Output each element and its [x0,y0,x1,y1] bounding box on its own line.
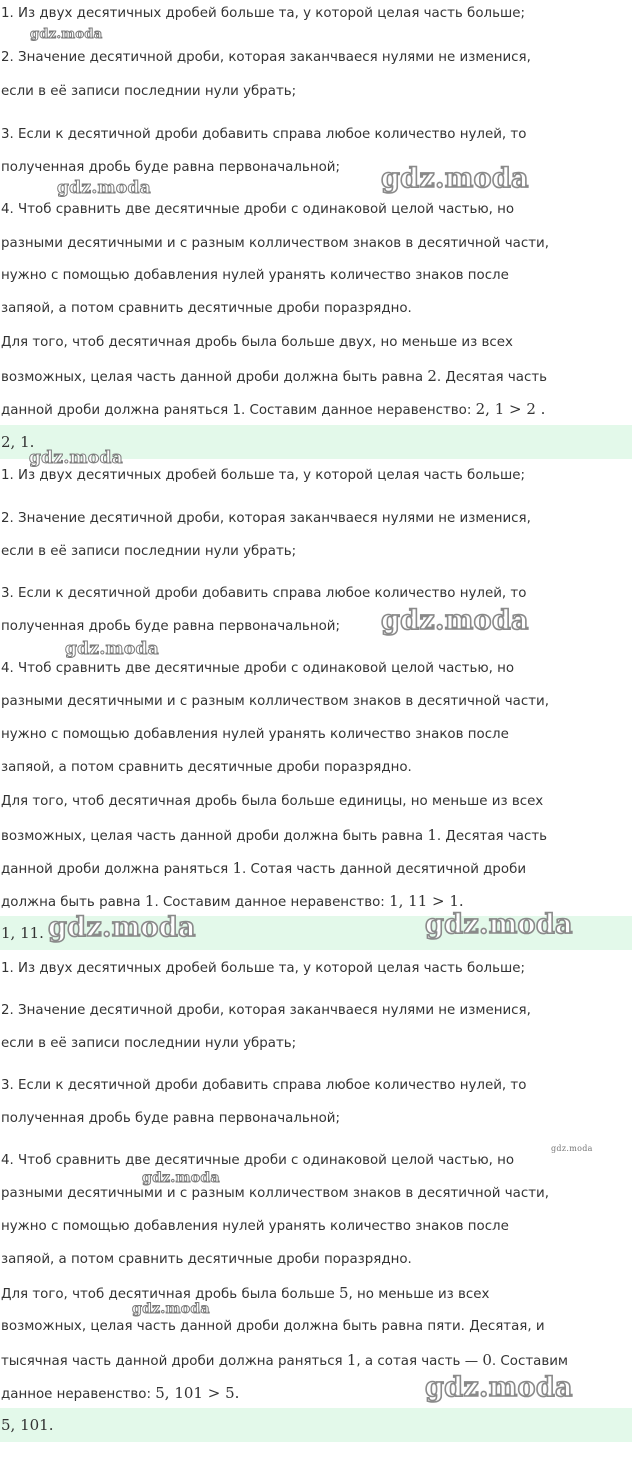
solution-line-1: Для того, чтоб десятичная дробь была больше 5, но меньше из всех [1,1284,490,1302]
rule-3: 3. Если к десятичной дроби добавить справа любое количество нулей, то [1,1078,527,1093]
rule-2-cont: если в её записи последнии нули убрать; [1,1036,297,1051]
solution-line-1: Для того, чтоб десятичная дробь была больше единицы, но меньше из всех [1,794,544,809]
answer-box: 1, 11. [0,916,632,950]
rule-1: 1. Из двух десятичных дробей больше та, у которой целая часть больше; [1,468,525,483]
rule-4-cont-3: запяой, а потом сравнить десятичные дроби поразрядно. [1,301,412,316]
answer-box: 5, 101. [0,1408,632,1442]
watermark-logo: gdz.moda [551,1144,593,1153]
solution-line-4: должна быть равна 1. Составим данное неравенство: 1, 11 > 1. [1,892,464,910]
solution-line-3: данной дроби должна раняться 1. Составим данное неравенство: 2, 1 > 2 . [1,400,546,418]
rule-3-cont: полученная дробь буде равна первоначальной; [1,1111,340,1126]
rule-3: 3. Если к десятичной дроби добавить справа любое количество нулей, то [1,127,527,142]
watermark-logo: gdz.moda [381,163,529,194]
rule-4-cont-3: запяой, а потом сравнить десятичные дроби поразрядно. [1,1252,412,1267]
rule-4-cont-2: нужно с помощью добавления нулей уранять количество знаков после [1,1219,509,1234]
watermark-logo: gdz.moda [381,605,529,636]
solution-line-2: возможных, целая часть данной дроби должна быть равна 1. Десятая часть [1,826,548,844]
solution-line-3: данной дроби должна раняться 1. Сотая часть данной десятичной дроби [1,859,527,877]
watermark-logo: gdz.moda [142,1170,220,1186]
answer-box: 2, 1. [0,425,632,459]
rule-3-cont: полученная дробь буде равна первоначальной; [1,160,340,175]
rule-4-cont-1: разными десятичными и с разным колличеством знаков в десятичной части, [1,1186,550,1201]
rule-2: 2. Значение десятичной дроби, которая заканчваеся нулями не изменися, [1,50,531,65]
rule-1: 1. Из двух десятичных дробей больше та, у которой целая часть больше; [1,6,525,21]
watermark-logo: gdz.moda [65,639,159,659]
rule-3: 3. Если к десятичной дроби добавить справа любое количество нулей, то [1,586,527,601]
solution-line-3: тысячная часть данной дроби должна раняться 1, а сотая часть — 0. Составим [1,1351,569,1369]
rule-2-cont: если в её записи последнии нули убрать; [1,544,297,559]
watermark-logo: gdz.moda [30,27,103,42]
rule-4: 4. Чтоб сравнить две десятичные дроби с одинаковой целой частью, но [1,202,515,217]
watermark-logo: gdz.moda [48,912,196,943]
rule-4-cont-1: разными десятичными и с разным колличеством знаков в десятичной части, [1,694,550,709]
rule-1: 1. Из двух десятичных дробей больше та, у которой целая часть больше; [1,961,525,976]
rule-3-cont: полученная дробь буде равна первоначальной; [1,619,340,634]
solution-line-4: данное неравенство: 5, 101 > 5. [1,1384,240,1402]
watermark-logo: gdz.moda [29,448,123,468]
rule-2-cont: если в её записи последнии нули убрать; [1,84,297,99]
solution-line-2: возможных, целая часть данной дроби должна быть равна пяти. Десятая, и [1,1319,545,1334]
rule-4-cont-2: нужно с помощью добавления нулей уранять количество знаков после [1,268,509,283]
rule-4-cont-3: запяой, а потом сравнить десятичные дроби поразрядно. [1,760,412,775]
rule-2: 2. Значение десятичной дроби, которая заканчваеся нулями не изменися, [1,1003,531,1018]
solution-line-2: возможных, целая часть данной дроби должна быть равна 2. Десятая часть [1,367,548,385]
watermark-logo: gdz.moda [57,178,151,198]
rule-4: 4. Чтоб сравнить две десятичные дроби с одинаковой целой частью, но [1,1153,515,1168]
rule-4-cont-1: разными десятичными и с разным колличеством знаков в десятичной части, [1,236,550,251]
rule-2: 2. Значение десятичной дроби, которая заканчваеся нулями не изменися, [1,511,531,526]
rule-4: 4. Чтоб сравнить две десятичные дроби с одинаковой целой частью, но [1,661,515,676]
watermark-logo: gdz.moda [425,1372,573,1403]
solution-line-1: Для того, чтоб десятичная дробь была больше двух, но меньше из всех [1,335,513,350]
watermark-logo: gdz.moda [132,1301,210,1317]
rule-4-cont-2: нужно с помощью добавления нулей уранять количество знаков после [1,727,509,742]
watermark-logo: gdz.moda [425,909,573,940]
